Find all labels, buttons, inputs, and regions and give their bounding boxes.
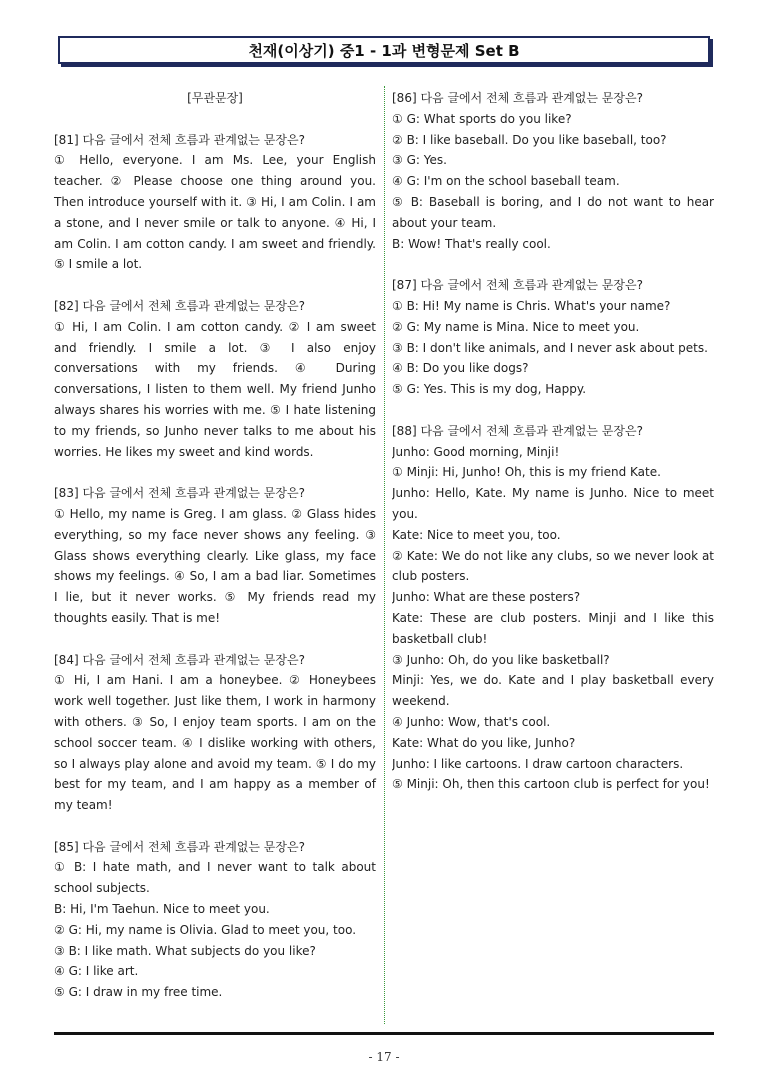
question-text: ① Hi, I am Hani. I am a honeybee. ② Honeybees work well together. Just like them, I work in harmony with others. ③ So, I enjoy team sports. I am on the school soccer team. ④ I dislike working with others, so I always play alone and avoid my team. ⑤ I do my best for my team, and I am happy as a member of my team! bbox=[54, 673, 376, 813]
question-82 bbox=[54, 296, 376, 462]
question-84 bbox=[54, 650, 376, 816]
question-text: ① Hello, my name is Greg. I am glass. ② Glass hides everything, so my face never shows any feeling. ③ Glass shows everything clearly. Like glass, my face shows my feelings. ④ So, I am a bad liar. Sometimes I lie, but it never works. ⑤ My friends read my thoughts easily. That is me! bbox=[54, 506, 376, 625]
dialogue-line: ⑤ B: Baseball is boring, and I do not want to hear about your team. bbox=[392, 194, 714, 230]
dialogue-line: ② Kate: We do not like any clubs, so we never look at club posters. bbox=[392, 548, 714, 584]
question-83 bbox=[54, 483, 376, 629]
dialogue-line: Junho: What are these posters? bbox=[392, 590, 581, 605]
dialogue-line: ③ G: Yes. bbox=[392, 153, 447, 168]
page-number: - 17 - bbox=[368, 1050, 400, 1064]
dialogue-line: ② G: My name is Mina. Nice to meet you. bbox=[392, 319, 640, 334]
dialogue-line: ⑤ G: Yes. This is my dog, Happy. bbox=[392, 382, 587, 397]
question-prompt: [83] 다음 글에서 전체 흐름과 관계없는 문장은? bbox=[54, 486, 305, 501]
question-85 bbox=[54, 837, 376, 1003]
question-86 bbox=[392, 88, 714, 254]
question-text: ① Hi, I am Colin. I am cotton candy. ② I am sweet and friendly. I smile a lot. ③ I also enjoy conversations with my friends. ④ During conversations, I listen to them well. My friend Junho always shares his worries with me. ⑤ I hate listening to my friends, so Junho never talks to me about his worries. He likes my sweet and kind words. bbox=[54, 319, 376, 459]
question-text: ① Hello, everyone. I am Ms. Lee, your English teacher. ② Please choose one thing around you. Then introduce yourself with it. ③ Hi, I am Colin. I am a stone, and I never smile or talk to anyone. ④ Hi, I am Colin. I am cotton candy. I am sweet and friendly. ⑤ I smile a lot. bbox=[54, 153, 376, 272]
question-prompt: [86] 다음 글에서 전체 흐름과 관계없는 문장은? bbox=[392, 91, 643, 105]
question-prompt: [85] 다음 글에서 전체 흐름과 관계없는 문장은? bbox=[54, 839, 305, 854]
dialogue-line: ① B: Hi! My name is Chris. What's your name? bbox=[392, 298, 671, 313]
dialogue-line: ④ B: Do you like dogs? bbox=[392, 361, 529, 376]
dialogue-line: ④ G: I like art. bbox=[54, 964, 139, 979]
footer-rule bbox=[54, 1032, 714, 1035]
question-prompt: [82] 다음 글에서 전체 흐름과 관계없는 문장은? bbox=[54, 298, 305, 313]
question-87 bbox=[392, 275, 714, 400]
question-prompt: [88] 다음 글에서 전체 흐름과 관계없는 문장은? bbox=[392, 423, 643, 438]
left-column bbox=[54, 88, 376, 1024]
question-prompt: [81] 다음 글에서 전체 흐름과 관계없는 문장은? bbox=[54, 132, 305, 147]
dialogue-line: Kate: Nice to meet you, too. bbox=[392, 527, 561, 542]
dialogue-line: Junho: I like cartoons. I draw cartoon characters. bbox=[392, 756, 684, 771]
dialogue-line: ④ G: I'm on the school baseball team. bbox=[392, 174, 620, 189]
dialogue-line: ④ Junho: Wow, that's cool. bbox=[392, 714, 551, 729]
dialogue-line: ① Minji: Hi, Junho! Oh, this is my friend Kate. bbox=[392, 465, 661, 480]
dialogue-line: B: Hi, I'm Taehun. Nice to meet you. bbox=[54, 902, 270, 917]
question-88 bbox=[392, 421, 714, 795]
dialogue-line: ③ Junho: Oh, do you like basketball? bbox=[392, 652, 610, 667]
dialogue-line: B: Wow! That's really cool. bbox=[392, 236, 551, 251]
document-title bbox=[58, 36, 710, 64]
dialogue-line: Kate: What do you like, Junho? bbox=[392, 735, 576, 750]
dialogue-line: ① G: What sports do you like? bbox=[392, 111, 572, 126]
question-prompt: [87] 다음 글에서 전체 흐름과 관계없는 문장은? bbox=[392, 278, 643, 293]
dialogue-line: ⑤ Minji: Oh, then this cartoon club is perfect for you! bbox=[392, 777, 710, 792]
dialogue-line: ② G: Hi, my name is Olivia. Glad to meet you, too. bbox=[54, 922, 357, 937]
question-prompt: [84] 다음 글에서 전체 흐름과 관계없는 문장은? bbox=[54, 652, 305, 667]
section-title: [무관문장] bbox=[187, 91, 243, 105]
dialogue-line: Junho: Hello, Kate. My name is Junho. Nice to meet you. bbox=[392, 486, 714, 521]
dialogue-line: ① B: I hate math, and I never want to talk about school subjects. bbox=[54, 860, 376, 896]
column-divider bbox=[384, 86, 385, 1024]
dialogue-line: ② B: I like baseball. Do you like baseball, too? bbox=[392, 132, 667, 147]
dialogue-line: Minji: Yes, we do. Kate and I play basketball every weekend. bbox=[392, 673, 714, 709]
dialogue-line: ③ B: I like math. What subjects do you like? bbox=[54, 943, 316, 958]
dialogue-line: ⑤ G: I draw in my free time. bbox=[54, 985, 223, 1000]
right-column bbox=[392, 88, 714, 816]
dialogue-line: ③ B: I don't like animals, and I never ask about pets. bbox=[392, 340, 708, 355]
dialogue-line: Junho: Good morning, Minji! bbox=[392, 444, 560, 459]
spacer bbox=[54, 109, 376, 130]
document-title-text: 천재(이상기) 중1 - 1과 변형문제 Set B bbox=[248, 41, 520, 60]
dialogue-line: Kate: These are club posters. Minji and I like this basketball club! bbox=[392, 610, 714, 646]
question-81 bbox=[54, 130, 376, 276]
